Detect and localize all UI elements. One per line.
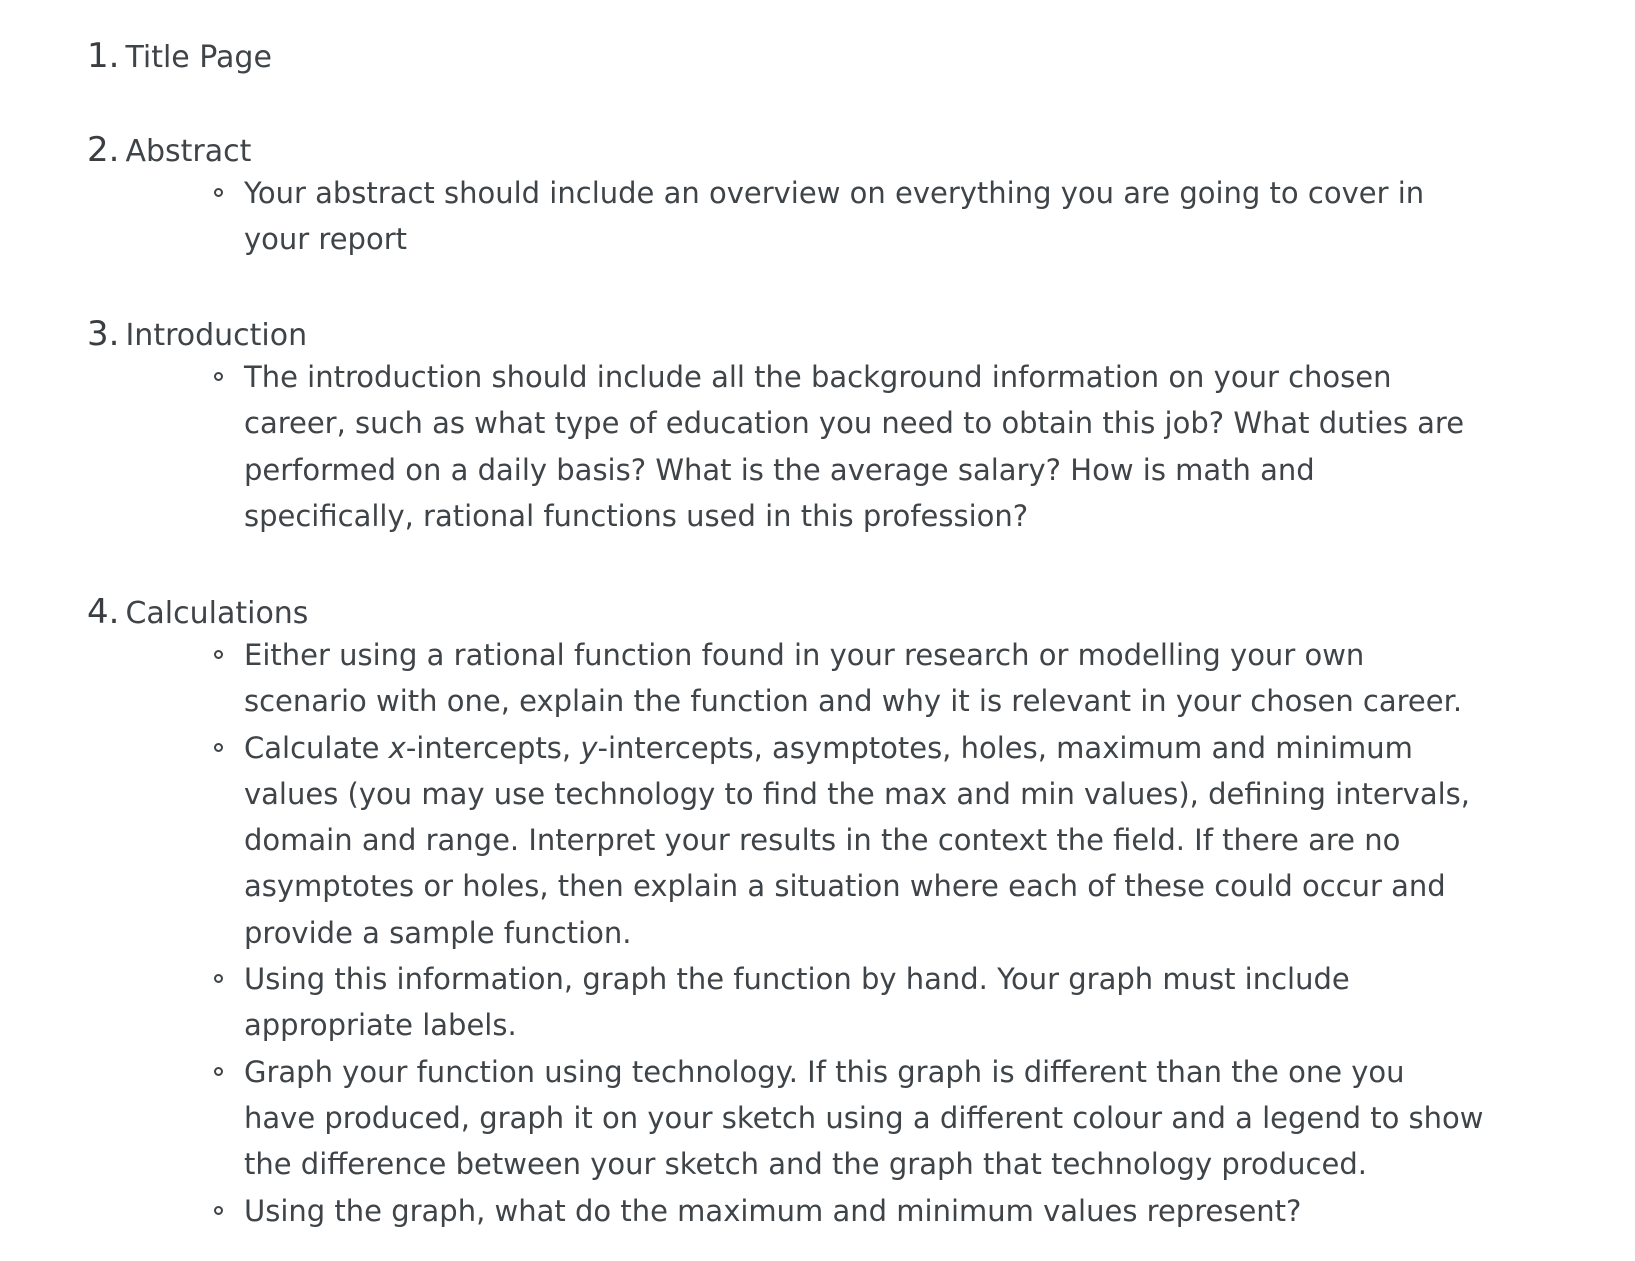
section-title: Title Page <box>125 40 272 75</box>
section-heading <box>87 312 1547 356</box>
list-item <box>244 1188 1484 1234</box>
section-heading <box>87 128 1547 172</box>
bullet-list <box>244 354 1484 539</box>
hollow-bullet-icon <box>214 188 223 197</box>
section-heading <box>87 34 1547 78</box>
section-title: Calculations <box>125 596 309 631</box>
bullet-text-mid: -intercepts, <box>405 730 581 765</box>
hollow-bullet-icon <box>214 1206 223 1215</box>
bullet-text: Graph your function using technology. If this graph is different than the one you have produced, graph it on your sketch using a different colour and a legend to show the difference between your sketch and the graph that technology produced. <box>244 1054 1484 1182</box>
bullet-text: Your abstract should include an overview on everything you are going to cover in your report <box>244 176 1425 257</box>
section-heading <box>87 590 1547 634</box>
bullet-list <box>244 632 1484 1234</box>
section-title: Introduction <box>125 318 308 353</box>
section-abstract <box>87 128 1547 263</box>
bullet-text-rest: -intercepts, asymptotes, holes, maximum and minimum values (you may use technology to find the max and min values), defining intervals, domain and range. Interpret your results in the context the field. If there are no asymptotes or holes, then explain a situation where each of these could occur and provide a sample function. <box>244 730 1470 950</box>
bullet-text-lead: Calculate <box>244 730 389 765</box>
list-item <box>244 1049 1484 1188</box>
bullet-text: Using the graph, what do the maximum and minimum values represent? <box>244 1193 1302 1228</box>
section-calculations <box>87 590 1547 1234</box>
bullet-text: Either using a rational function found in your research or modelling your own scenario with one, explain the function and why it is relevant in your chosen career. <box>244 638 1463 719</box>
section-number: 4. <box>87 592 120 632</box>
italic-x: x <box>388 730 406 765</box>
section-title: Abstract <box>125 134 252 169</box>
section-number: 2. <box>87 130 120 170</box>
hollow-bullet-icon <box>214 372 223 381</box>
hollow-bullet-icon <box>214 1067 223 1076</box>
section-title-page <box>87 34 1547 78</box>
italic-y: y <box>580 730 598 765</box>
bullet-list <box>244 170 1484 263</box>
hollow-bullet-icon <box>214 743 223 752</box>
hollow-bullet-icon <box>214 974 223 983</box>
list-item <box>244 956 1484 1049</box>
list-item <box>244 632 1484 725</box>
bullet-text: The introduction should include all the background information on your chosen career, such as what type of education you need to obtain this job? What duties are performed on a daily basis? What is the average salary? How is math and specifically, rational functions used in this profession? <box>244 360 1465 533</box>
bullet-text: Using this information, graph the function by hand. Your graph must include appropriate labels. <box>244 962 1350 1043</box>
section-number: 1. <box>87 36 120 76</box>
hollow-bullet-icon <box>214 650 223 659</box>
section-number: 3. <box>87 314 120 354</box>
list-item <box>244 725 1484 956</box>
section-introduction <box>87 312 1547 539</box>
list-item <box>244 354 1484 539</box>
bullet-text <box>244 731 1470 950</box>
list-item <box>244 170 1484 263</box>
